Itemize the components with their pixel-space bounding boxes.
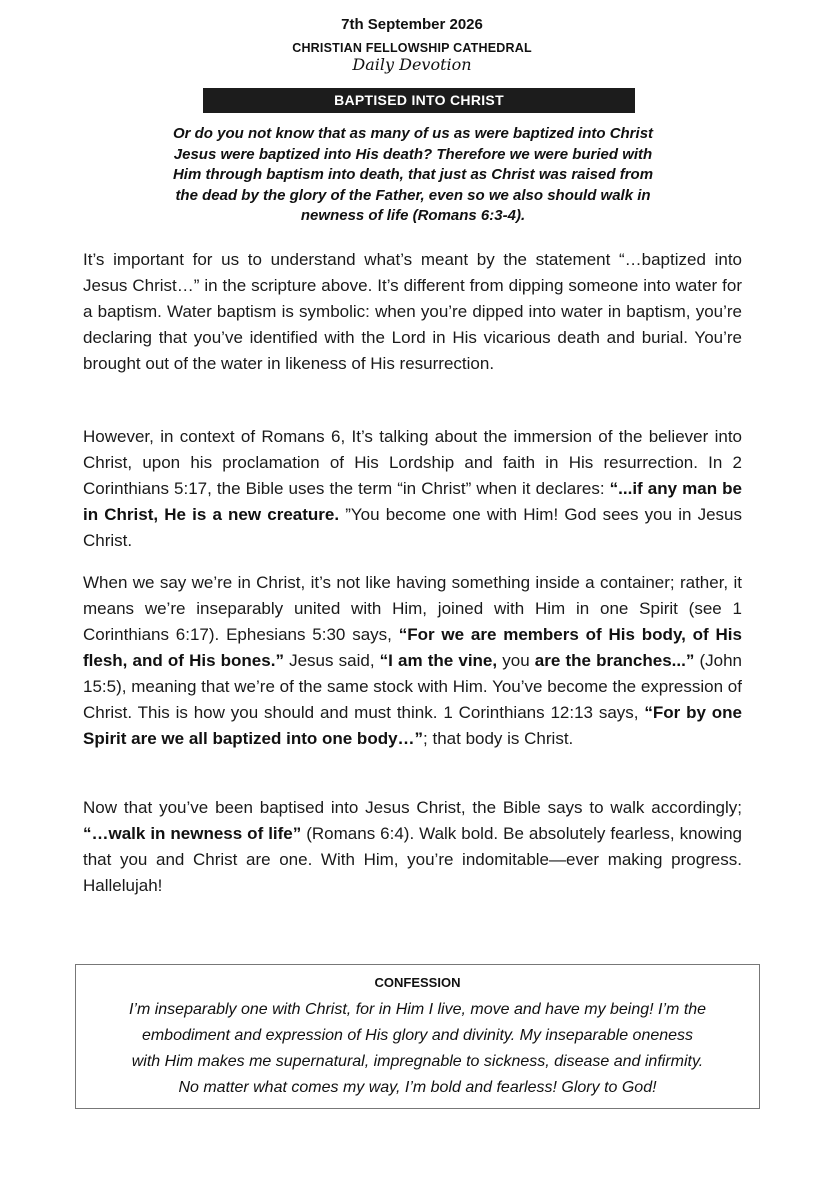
paragraph-text: ”You become one with Him! God sees you in Jesus Christ. (83, 505, 743, 550)
body-paragraph-4 (83, 795, 742, 899)
paragraph-text: It’s important for us to understand what’s meant by the statement “…baptized into Jesus Christ…” in the scripture above. It’s different from dipping someone into water for a baptism. Water baptism is symbolic: when you’re dipped into water in baptism, you’re declaring that you’ve identified with the Lord in His vicarious death and burial. You’re brought out of the water in likeness of His resurrection. (83, 250, 742, 373)
scripture-quote: “I am the vine, (379, 651, 498, 670)
paragraph-text: However, in context of Romans 6, It’s talking about the immersion of the believer into Christ, upon his proclamation of His Lordship and faith in His resurrection. In 2 Corinthians 5:17, the Bible uses the term “in Christ” when it declares: (83, 427, 742, 498)
scripture-quote: are the branches...” (534, 651, 695, 670)
body-paragraph-1 (83, 247, 742, 377)
paragraph-text: When we say we’re in Christ, it’s not like having something inside a container; rather, it means we’re inseparably united with Him, joined with Him in one Spirit (see 1 Corinthians 6:17). Ephesians 5:30 says, (83, 573, 742, 644)
confession-box (75, 964, 760, 1109)
confession-heading: CONFESSION (374, 975, 461, 990)
confession-line: No matter what comes my way, I’m bold and fearless! Glory to God! (178, 1079, 657, 1096)
confession-text (82, 997, 753, 1101)
verse-line: Or do you not know that as many of us as were baptized into Christ (172, 125, 654, 142)
body-paragraph-3 (83, 570, 742, 752)
paragraph-text: Jesus said, (283, 651, 380, 670)
paragraph-text: Now that you’ve been baptised into Jesus Christ, the Bible says to walk accordingly; (83, 798, 742, 817)
scripture-quote: “For we are members of His body, of His flesh, and of His bones.” (83, 625, 742, 670)
verse-line: Him through baptism into death, that just as Christ was raised from (172, 166, 654, 183)
scripture-quote: “For by one Spirit are we all baptized into one body…” (83, 703, 742, 748)
verse-line: Jesus were baptized into His death? Therefore we were buried with (173, 145, 653, 163)
confession-line: with Him makes me supernatural, impregnable to sickness, disease and infirmity. (131, 1053, 704, 1070)
confession-line: I’m inseparably one with Christ, for in Him I live, move and have my being! I’m the (128, 1001, 707, 1018)
paragraph-text: you (497, 651, 535, 670)
scripture-quote: “…walk in newness of life” (83, 824, 302, 843)
scripture-quote: “...if any man be in Christ, He is a new creature. (83, 479, 742, 524)
organization-name: CHRISTIAN FELLOWSHIP CATHEDRAL (292, 41, 532, 55)
scripture-verse (140, 124, 686, 227)
publication-name: Daily Devotion (352, 55, 472, 74)
paragraph-text: ; that body is Christ. (423, 729, 574, 748)
publication-date: 7th September 2026 (341, 16, 483, 33)
devotion-title: BAPTISED INTO CHRIST (203, 88, 635, 113)
paragraph-text: (Romans 6:4). Walk bold. Be absolutely fearless, knowing that you and Christ are one. With Him, you’re indomitable—ever making progress. Hallelujah! (83, 824, 742, 895)
confession-line: embodiment and expression of His glory and divinity. My inseparable oneness (141, 1027, 694, 1044)
body-paragraph-2 (83, 424, 742, 554)
verse-line: the dead by the glory of the Father, even so we also should walk in (175, 186, 651, 204)
paragraph-text: (John 15:5), meaning that we’re of the same stock with Him. You’ve become the expression of Christ. This is how you should and must think. 1 Corinthians 12:13 says, (83, 651, 743, 722)
verse-line: newness of life (Romans 6:3-4). (300, 207, 526, 224)
